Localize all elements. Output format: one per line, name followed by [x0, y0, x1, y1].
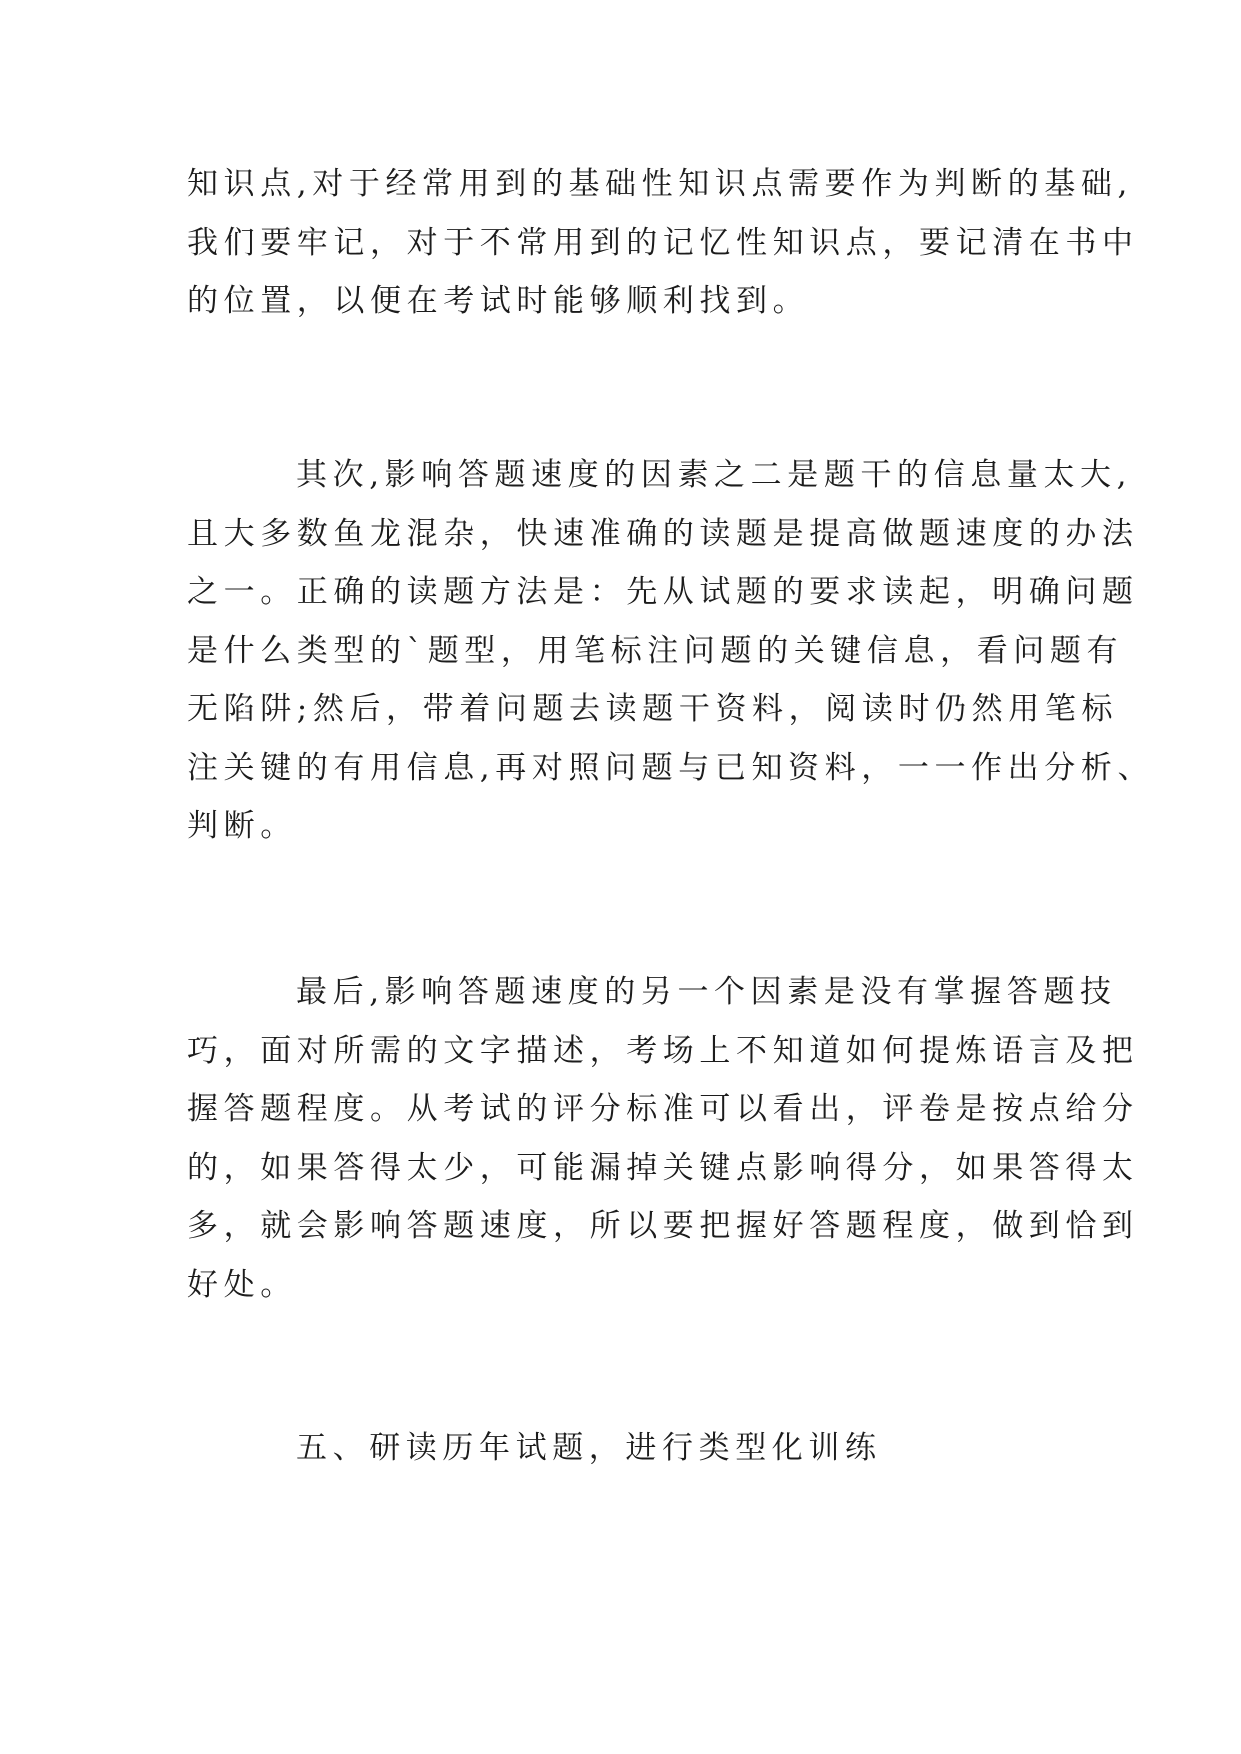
text-line: 巧，面对所需的文字描述，考场上不知道如何提炼语言及把 — [187, 1032, 1139, 1069]
text-line: 之一。正确的读题方法是：先从试题的要求读起，明确问题 — [187, 574, 1139, 610]
text-line: 知识点,对于经常用到的基础性知识点需要作为判断的基础, — [187, 166, 1133, 202]
paragraph-reading-questions — [187, 446, 1155, 856]
paragraph-knowledge-points — [187, 155, 1139, 331]
section-heading-text: 五、研读历年试题，进行类型化训练 — [296, 1430, 882, 1466]
text-line: 的，如果答得太少，可能漏掉关键点影响得分，如果答得太 — [187, 1149, 1139, 1186]
text-line: 且大多数鱼龙混杂，快速准确的读题是提高做题速度的办法 — [187, 515, 1139, 552]
paragraph-answer-skills — [187, 963, 1139, 1314]
section-heading-5 — [187, 1419, 1067, 1478]
text-line: 注关键的有用信息,再对照问题与已知资料，一一作出分析、 — [187, 749, 1155, 786]
text-line: 是什么类型的`题型，用笔标注问题的关键信息，看问题有 — [187, 632, 1124, 669]
text-line: 好处。 — [187, 1266, 297, 1303]
text-line: 判断。 — [187, 808, 297, 844]
text-line: 的位置，以便在考试时能够顺利找到。 — [187, 283, 810, 319]
text-line: 最后,影响答题速度的另一个因素是没有掌握答题技 — [296, 974, 1117, 1010]
text-line: 多，就会影响答题速度，所以要把握好答题程度，做到恰到 — [187, 1208, 1139, 1244]
text-line: 握答题程度。从考试的评分标准可以看出，评卷是按点给分 — [187, 1091, 1139, 1127]
text-line: 我们要牢记，对于不常用到的记忆性知识点，要记清在书中 — [187, 224, 1139, 261]
text-line: 无陷阱;然后，带着问题去读题干资料，阅读时仍然用笔标 — [187, 691, 1119, 727]
text-line: 其次,影响答题速度的因素之二是题干的信息量太大, — [296, 457, 1133, 493]
